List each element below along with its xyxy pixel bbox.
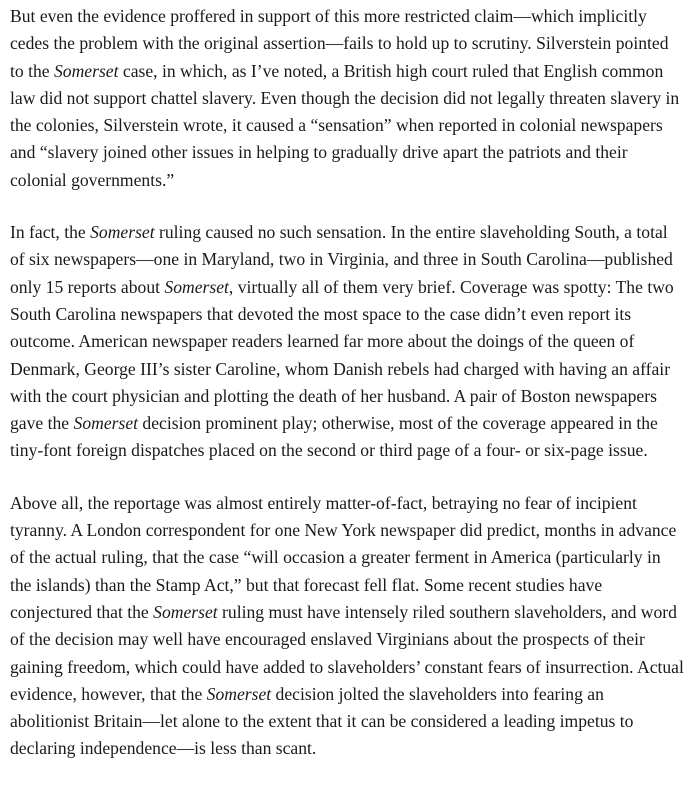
- paragraph-3-text-1: Above all, the reportage was almost entirely matter-of-fact, betraying no fear of incipient tyranny. A London correspondent for one New York newspaper did predict, months in advance of the actual ruling, that the case “will occasion a greater ferment in America (particularly in the islands) than the Stamp Act,” but that forecast fell flat. Some recent studies have conjectured that the: [10, 492, 677, 622]
- case-name-somerset: Somerset: [53, 60, 119, 81]
- paragraph-2-text-1: In fact, the: [10, 222, 91, 243]
- paragraph-2: [10, 219, 684, 465]
- paragraph-2-text-4: decision prominent play; otherwise, most of the coverage appeared in the tiny-font foreign dispatches placed on the second or third page of a four- or six-page issue.: [10, 413, 658, 461]
- paragraph-2-text-2: ruling caused no such sensation. In the entire slaveholding South, a total of six newspapers—one in Maryland, two in Virginia, and three in South Carolina—published only 15 reports about: [10, 222, 673, 297]
- paragraph-2-text-3: , virtually all of them very brief. Coverage was spotty: The two South Carolina newspapers that devoted the most space to the case didn’t even report its outcome. American newspaper readers learned far more about the doings of the queen of Denmark, George III’s sister Caroline, whom Danish rebels had charged with having an affair with the court physician and plotting the death of her husband. A pair of Boston newspapers gave the: [10, 276, 674, 434]
- case-name-somerset: Somerset: [153, 601, 218, 622]
- paragraph-1-text-1: But even the evidence proffered in support of this more restricted claim—which implicitly cedes the problem with the original assertion—fails to hold up to scrutiny. Silverstein pointed to the: [10, 6, 669, 81]
- paragraph-3: [10, 490, 684, 763]
- paragraph-3-text-3: decision jolted the slaveholders into fearing an abolitionist Britain—let alone to the extent that it can be considered a leading impetus to declaring independence—is less than scant.: [10, 683, 634, 759]
- paragraph-1-text-2: case, in which, as I’ve noted, a British high court ruled that English common law did not support chattel slavery. Even though the decision did not legally threaten slavery in the colonies, Silverstein wrote, it caused a “sensation” when reported in colonial newspapers and “slavery joined other issues in helping to gradually drive apart the patriots and their colonial governments.”: [10, 60, 680, 190]
- paragraph-1: [10, 0, 684, 194]
- case-name-somerset: Somerset: [164, 276, 229, 297]
- paragraph-3-text-2: ruling must have intensely riled southern slaveholders, and word of the decision may well have encouraged enslaved Virginians about the prospects of their gaining freedom, which could have added to slaveholders’ constant fears of insurrection. Actual evidence, however, that the: [10, 601, 684, 704]
- case-name-somerset: Somerset: [90, 222, 155, 243]
- case-name-somerset: Somerset: [73, 413, 139, 434]
- case-name-somerset: Somerset: [206, 683, 272, 704]
